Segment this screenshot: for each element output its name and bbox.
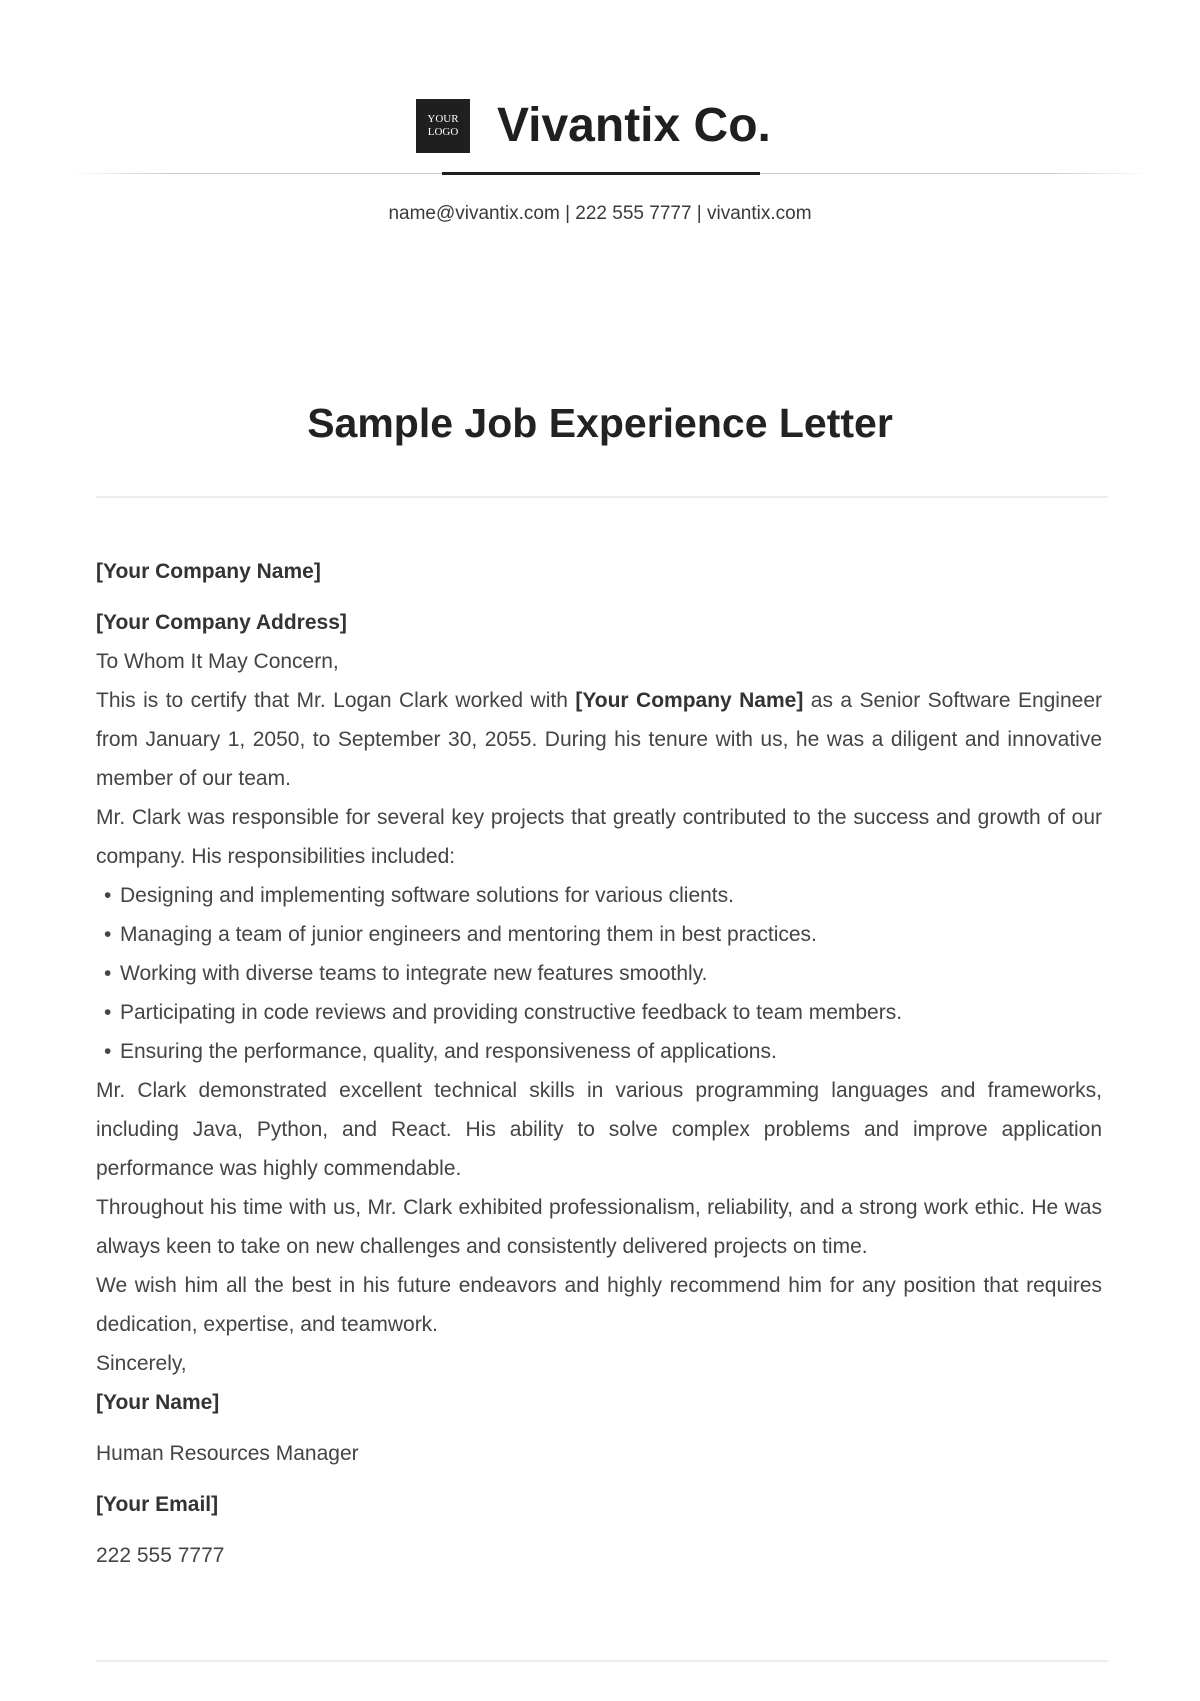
bullet-icon: • <box>104 1040 112 1063</box>
salutation: To Whom It May Concern, <box>96 650 339 673</box>
list-item <box>96 993 1102 1032</box>
paragraph-professionalism: Throughout his time with us, Mr. Clark exhibited professionalism, reliability, and a strong work ethic. He was always keen to take on new challenges and consistently delivered projects on time. <box>96 1196 1102 1258</box>
list-item <box>96 1032 1102 1071</box>
company-address-placeholder: [Your Company Address] <box>96 611 347 634</box>
signer-name: [Your Name] <box>96 1391 220 1414</box>
paragraph-technical-skills: Mr. Clark demonstrated excellent technical skills in various programming languages and frameworks, including Java, Python, and React. His ability to solve complex problems and improve application performance was highly commendable. <box>96 1079 1102 1180</box>
list-item <box>96 954 1102 993</box>
paragraph-recommendation: We wish him all the best in his future endeavors and highly recommend him for any position that requires dedication, expertise, and teamwork. <box>96 1274 1102 1336</box>
logo-text-line1: YOUR <box>427 113 459 125</box>
paragraph-certification-start: This is to certify that Mr. Logan Clark worked with <box>96 689 576 712</box>
document-title: Sample Job Experience Letter <box>307 400 893 446</box>
list-item-text: Working with diverse teams to integrate new features smoothly. <box>120 962 708 985</box>
responsibilities-list <box>96 876 1102 1071</box>
list-item <box>96 915 1102 954</box>
paragraph-company-name: [Your Company Name] <box>575 689 804 712</box>
company-logo <box>416 99 470 153</box>
list-item-text: Ensuring the performance, quality, and responsiveness of applications. <box>120 1040 777 1063</box>
company-name: Vivantix Co. <box>497 99 771 152</box>
list-item-text: Managing a team of junior engineers and mentoring them in best practices. <box>120 923 817 946</box>
list-item-text: Participating in code reviews and providing constructive feedback to team members. <box>120 1001 903 1024</box>
bullet-icon: • <box>104 884 112 907</box>
footer-divider <box>96 1660 1108 1662</box>
paragraph-certification <box>96 681 1102 798</box>
paragraph-responsibilities-intro: Mr. Clark was responsible for several key projects that greatly contributed to the success and growth of our company. His responsibilities included: <box>96 806 1102 868</box>
bullet-icon: • <box>104 962 112 985</box>
signer-title: Human Resources Manager <box>96 1442 359 1465</box>
list-item-text: Designing and implementing software solutions for various clients. <box>120 884 734 907</box>
bullet-icon: • <box>104 1001 112 1024</box>
header-accent-bar <box>442 172 760 175</box>
letterhead <box>0 96 1200 156</box>
letter-body <box>96 552 1102 1575</box>
title-divider <box>96 496 1108 498</box>
contact-info: name@vivantix.com | 222 555 7777 | vivantix.com <box>388 203 812 224</box>
signer-phone: 222 555 7777 <box>96 1544 225 1567</box>
paragraph-certification-end: as a Senior Software Engineer from January 1, 2050, to September 30, 2055. During his tenure with us, he was a diligent and innovative member of our team. <box>96 689 1103 790</box>
signer-email: [Your Email] <box>96 1493 219 1516</box>
list-item <box>96 876 1102 915</box>
company-name-placeholder: [Your Company Name] <box>96 560 321 583</box>
logo-text-line2: LOGO <box>427 126 459 138</box>
closing: Sincerely, <box>96 1352 187 1375</box>
bullet-icon: • <box>104 923 112 946</box>
